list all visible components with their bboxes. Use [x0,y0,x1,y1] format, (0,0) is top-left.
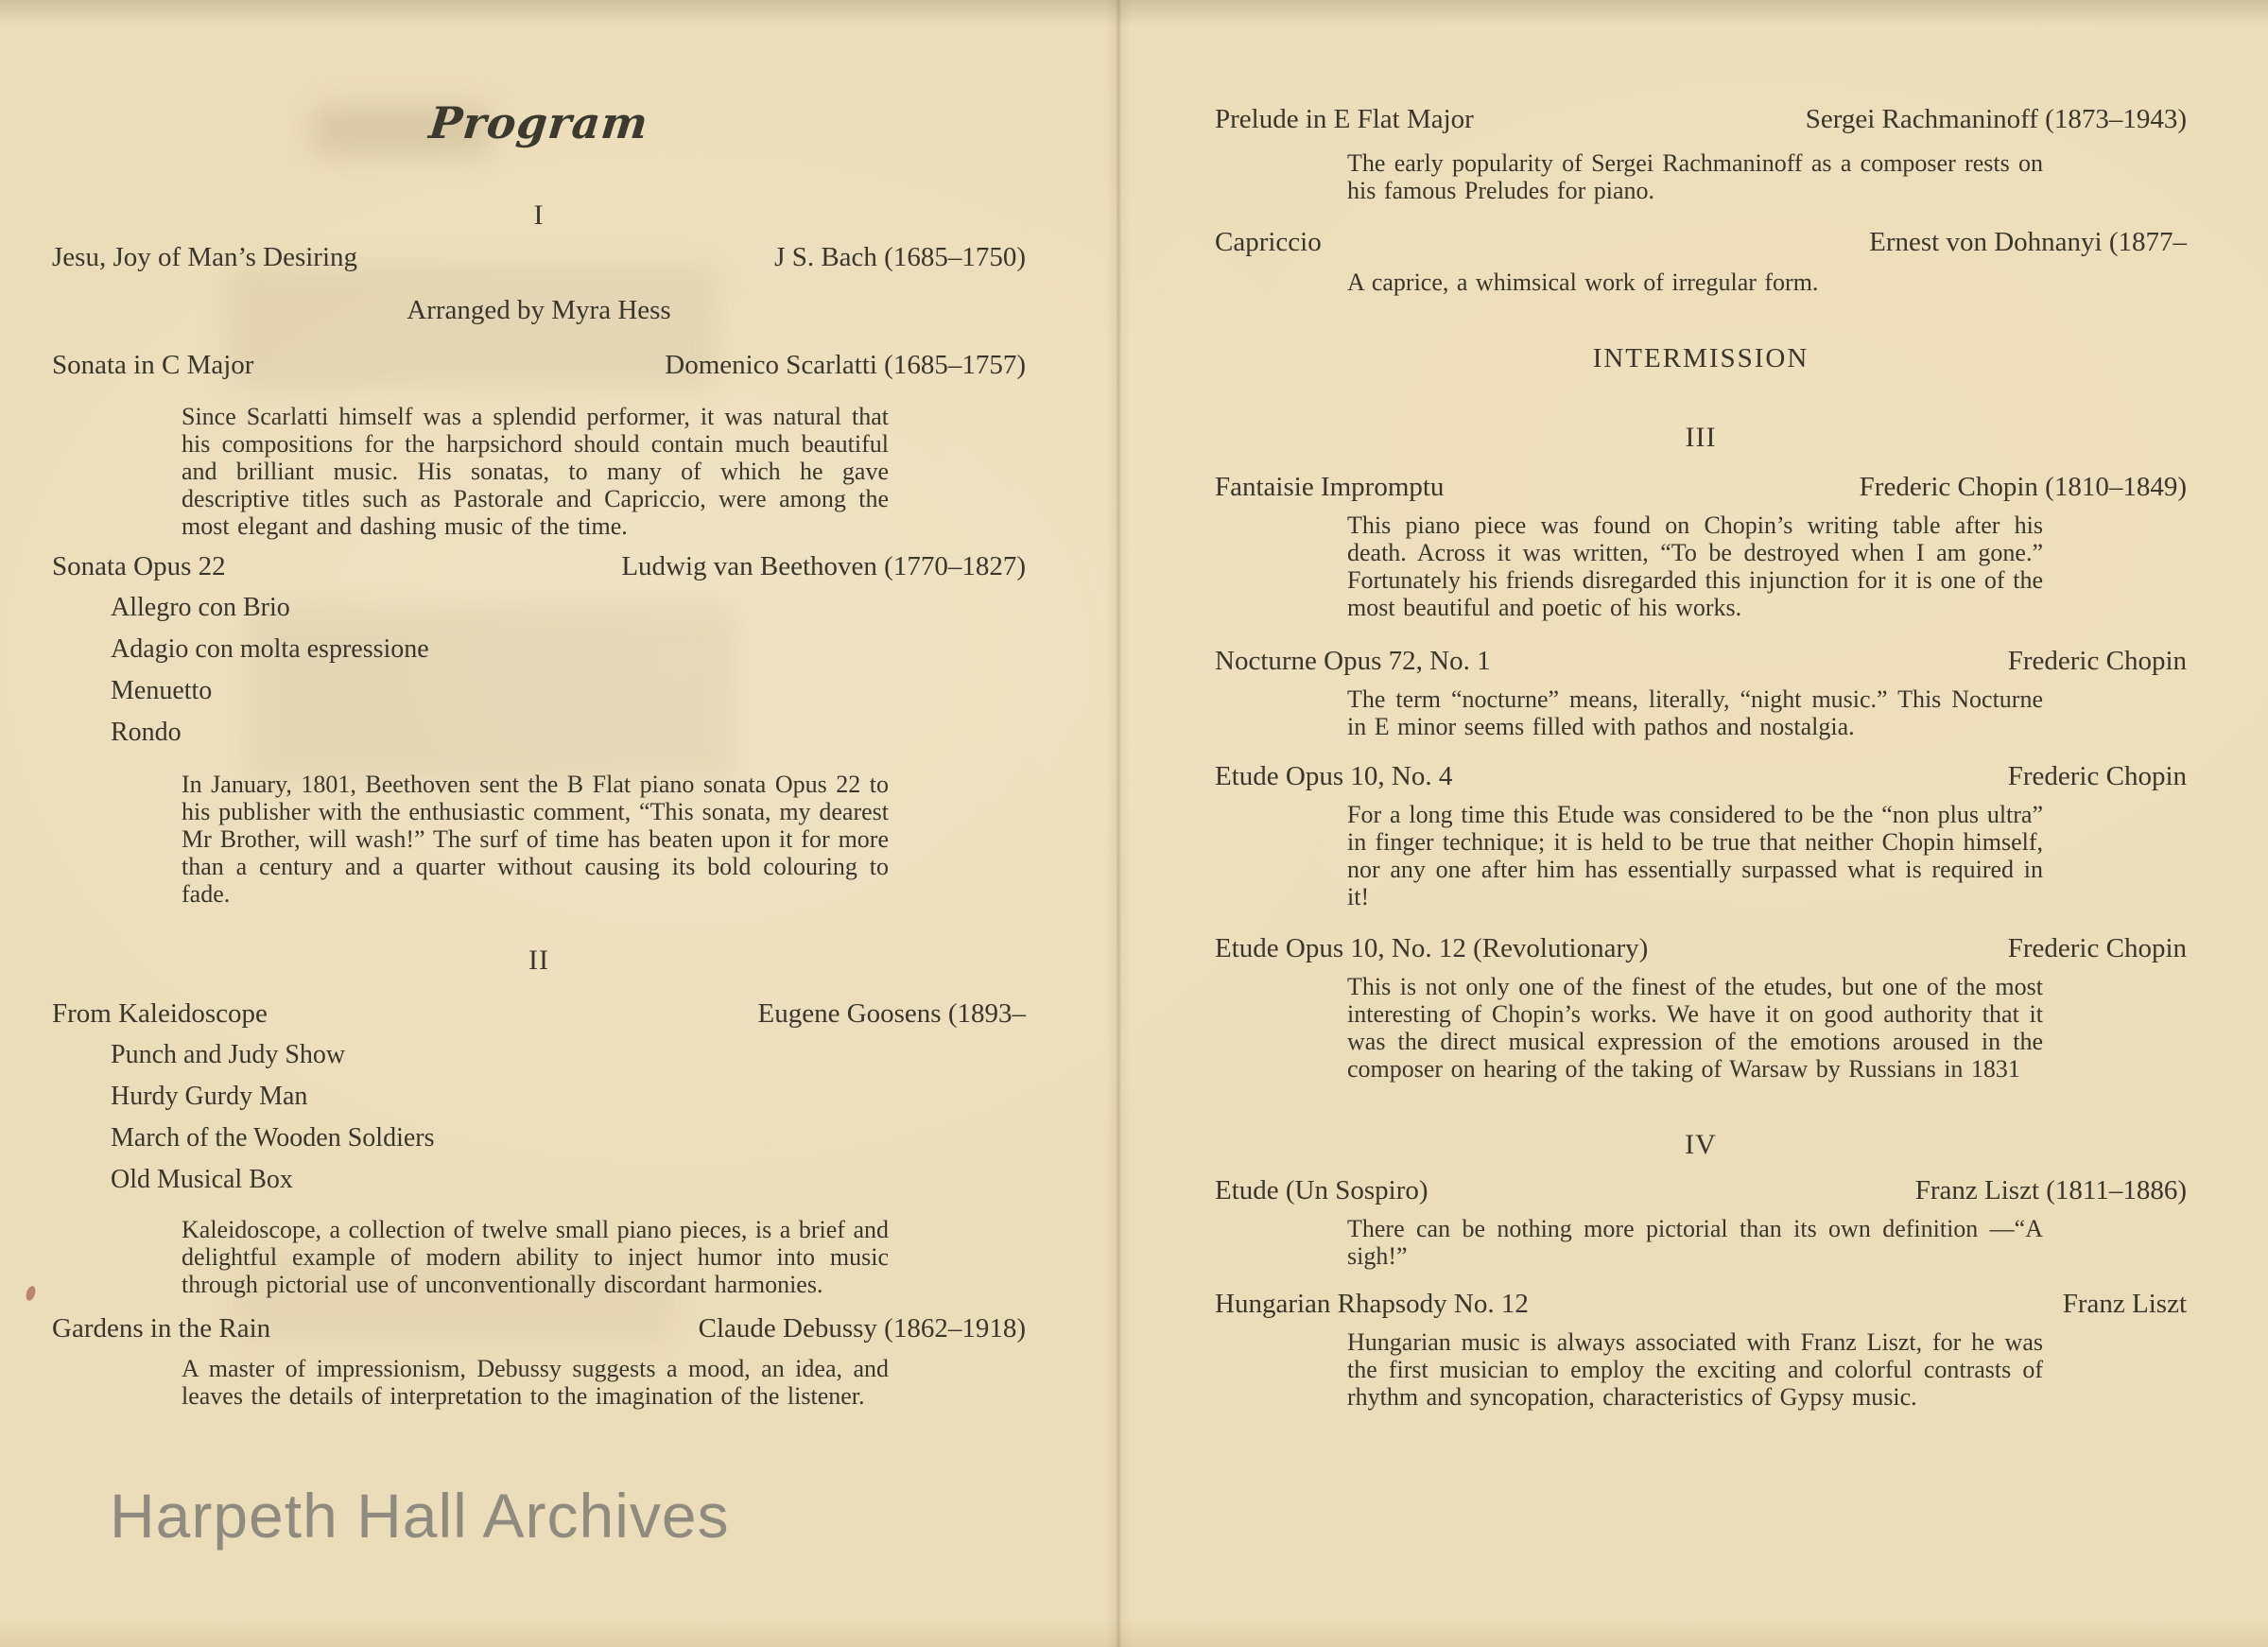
piece-title: Etude (Un Sospiro) [1215,1175,1428,1205]
program-note: For a long time this Etude was considered to be the “non plus ultra” in finger technique; it is held to be true that neither Chopin himself, nor any one after him has essentially surpassed what is required in it! [1347,801,2043,910]
piece-composer: Ernest von Dohnanyi (1877– [1869,227,2187,257]
piece-title: Capriccio [1215,227,1322,257]
program-note: A caprice, a whimsical work of irregular form. [1347,269,1819,296]
page-title: Program [426,97,651,148]
archive-watermark: Harpeth Hall Archives [110,1481,730,1551]
program-note: Since Scarlatti himself was a splendid performer, it was natural that his compositions for the harpsichord should contain much beautiful and brilliant music. His sonatas, to many of which he gave descriptive titles such as Pastorale and Capriccio, were among the most elegant and dashing music of the time. [182,403,889,540]
movement: Menuetto [111,676,213,705]
page-fold [1106,0,1131,1647]
arranger-credit: Arranged by Myra Hess [407,295,671,325]
program-right-page [1215,95,2187,1411]
piece-title: Sonata in C Major [52,350,254,380]
movement: Hurdy Gurdy Man [111,1082,308,1111]
piece-title: Fantaisie Impromptu [1215,472,1445,502]
program-note: There can be nothing more pictorial than its own definition —“A sigh!” [1347,1215,2043,1270]
movement: Punch and Judy Show [111,1040,346,1069]
piece-title: Etude Opus 10, No. 12 (Revolutionary) [1215,933,1649,963]
program-left-page [52,95,1026,1410]
piece-composer: Franz Liszt [2062,1289,2187,1319]
program-item [1215,1287,2187,1321]
section-numeral-1: I [533,199,545,231]
program-item [1215,1173,2187,1207]
piece-composer: Domenico Scarlatti (1685–1757) [665,350,1026,380]
piece-composer: Frederic Chopin (1810–1849) [1859,472,2187,502]
program-item [52,997,1026,1031]
program-note: Kaleidoscope, a collection of twelve small piano pieces, is a brief and delightful example of modern ability to inject humor into music through pictorial use of unconventionally discordant harmonies. [182,1216,889,1298]
movement: Adagio con molta espressione [111,634,429,664]
program-item [52,1311,1026,1345]
movement: Old Musical Box [111,1165,293,1194]
piece-composer: Sergei Rachmaninoff (1873–1943) [1805,104,2187,134]
paper-speck [25,1285,38,1302]
program-item [1215,759,2187,793]
movement: Rondo [111,718,182,747]
piece-composer: Franz Liszt (1811–1886) [1914,1175,2187,1205]
piece-title: From Kaleidoscope [52,998,268,1029]
piece-title: Nocturne Opus 72, No. 1 [1215,646,1491,676]
piece-composer: Claude Debussy (1862–1918) [698,1313,1026,1344]
piece-composer: Frederic Chopin [2007,933,2187,963]
program-item [1215,470,2187,504]
piece-title: Sonata Opus 22 [52,551,226,581]
program-note: The early popularity of Sergei Rachmaninoff as a composer rests on his famous Preludes for piano. [1347,149,2043,204]
piece-title: Etude Opus 10, No. 4 [1215,761,1453,791]
piece-composer: Ludwig van Beethoven (1770–1827) [621,551,1026,581]
piece-composer: Frederic Chopin [2007,646,2187,676]
movement: March of the Wooden Soldiers [111,1123,435,1153]
section-numeral-4: IV [1685,1129,1717,1160]
program-item [52,348,1026,382]
program-note: A master of impressionism, Debussy suggests a mood, an idea, and leaves the details of interpretation to the imagination of the listener. [182,1355,889,1410]
program-note: This is not only one of the finest of the etudes, but one of the most interesting of Chopin’s works. We have it on good authority that it was the direct musical expression of the emotions aroused in the composer on hearing of the taking of Warsaw by Russians in 1831 [1347,973,2043,1083]
piece-title: Prelude in E Flat Major [1215,104,1474,134]
program-note: Hungarian music is always associated with Franz Liszt, for he was the first musician to employ the exciting and colorful contrasts of rhythm and syncopation, characteristics of Gypsy music. [1347,1328,2043,1411]
movement: Allegro con Brio [111,593,290,622]
program-item [1215,225,2187,259]
program-note: In January, 1801, Beethoven sent the B Flat piano sonata Opus 22 to his publisher with the enthusiastic comment, “This sonata, my dearest Mr Brother, will wash!” The surf of time has beaten upon it for more than a century and a quarter without causing its bold colouring to fade. [182,771,889,908]
intermission-heading: INTERMISSION [1592,343,1809,373]
piece-title: Hungarian Rhapsody No. 12 [1215,1289,1529,1319]
piece-composer: Eugene Goosens (1893– [757,998,1026,1029]
program-item [52,240,1026,274]
program-note: This piano piece was found on Chopin’s writing table after his death. Across it was written, “To be destroyed when I am gone.” Fortunately his friends disregarded this injunction for it is one of the most beautiful and poetic of his works. [1347,511,2043,621]
section-numeral-2: II [528,945,549,976]
program-item [1215,931,2187,965]
program-item [1215,102,2187,136]
program-item [52,549,1026,583]
piece-composer: J S. Bach (1685–1750) [774,242,1026,272]
piece-title: Gardens in the Rain [52,1313,271,1344]
piece-composer: Frederic Chopin [2007,761,2187,791]
piece-title: Jesu, Joy of Man’s Desiring [52,242,358,272]
section-numeral-3: III [1685,422,1717,453]
program-note: The term “nocturne” means, literally, “night music.” This Nocturne in E minor seems filled with pathos and nostalgia. [1347,685,2043,740]
program-item [1215,644,2187,678]
